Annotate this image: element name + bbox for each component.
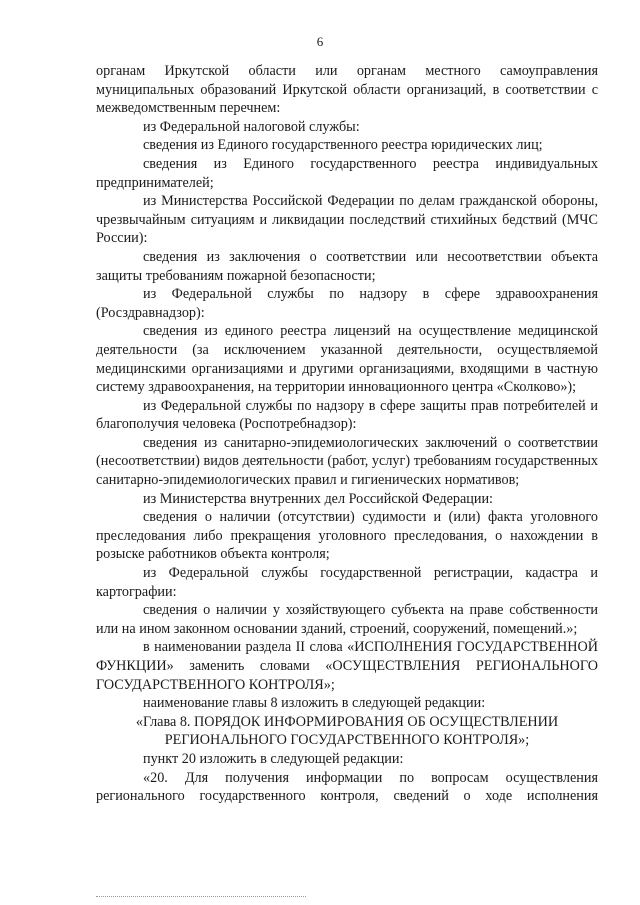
paragraph: в наименовании раздела II слова «ИСПОЛНЕНИЯ ГОСУДАРСТВЕННОЙ ФУНКЦИИ» заменить словами «ОСУЩЕСТВЛЕНИЯ РЕГИОНАЛЬНОГО ГОСУДАРСТВЕННОГО КОНТРОЛЯ»; xyxy=(96,639,598,693)
paragraph: сведения из единого реестра лицензий на осуществление медицинской деятельности (за исключением указанной деятельности, осуществляемой медицинскими организациями и другими организациями, входящими в частную систему здравоохранения, на территории инновационного центра «Сколково»); xyxy=(96,323,598,396)
paragraph: «20. Для получения информации по вопросам осуществления регионального государственного контроля, сведений о ходе исполнения xyxy=(96,769,598,805)
paragraph: из Федеральной службы по надзору в сфере защиты прав потребителей и благополучия человека (Роспотребнадзор): xyxy=(96,397,598,433)
chapter-heading-line: РЕГИОНАЛЬНОГО ГОСУДАРСТВЕННОГО КОНТРОЛЯ»; xyxy=(164,732,530,749)
chapter-heading-line: «Глава 8. ПОРЯДОК ИНФОРМИРОВАНИЯ ОБ ОСУЩЕСТВЛЕНИИ xyxy=(135,713,559,730)
footer-rule xyxy=(96,896,306,897)
paragraph: из Федеральной налоговой службы: xyxy=(143,118,360,135)
paragraph: наименование главы 8 изложить в следующей редакции: xyxy=(143,695,486,712)
paragraph: из Министерства внутренних дел Российской Федерации: xyxy=(143,490,493,507)
paragraph: сведения о наличии у хозяйствующего субъекта на праве собственности или на ином законном основании зданий, строений, сооружений, помещений.»; xyxy=(96,602,598,637)
paragraph: из Федеральной службы по надзору в сфере здравоохранения (Росздравнадзор): xyxy=(96,286,598,321)
paragraph: органам Иркутской области или органам местного самоуправления муниципальных образований Иркутской области организаций, в соответствии с межведомственным перечнем: xyxy=(96,63,598,117)
chapter-heading xyxy=(96,713,598,750)
paragraph: из Федеральной службы государственной регистрации, кадастра и картографии: xyxy=(96,565,598,600)
paragraph: сведения из Единого государственного реестра индивидуальных предпринимателей; xyxy=(96,155,598,191)
paragraph: сведения из заключения о соответствии или несоответствии объекта защиты требованиям пожарной безопасности; xyxy=(96,248,598,284)
paragraph: из Министерства Российской Федерации по делам гражданской обороны, чрезвычайным ситуациям и ликвидации последствий стихийных бедствий (МЧС России): xyxy=(96,193,598,247)
paragraph: пункт 20 изложить в следующей редакции: xyxy=(143,750,404,767)
page-number: 6 xyxy=(316,34,324,49)
paragraph: сведения из санитарно-эпидемиологических заключений о соответствии (несоответствии) видов деятельности (работ, услуг) требованиям государственных санитарно-эпидемиологических правил и гигиенических нормативов; xyxy=(96,434,598,489)
paragraph: сведения о наличии (отсутствии) судимости и (или) факта уголовного преследования либо прекращения уголовного преследования, о нахождении в розыске работников объекта контроля; xyxy=(96,509,598,563)
document-body xyxy=(96,62,598,806)
paragraph: сведения из Единого государственного реестра юридических лиц; xyxy=(143,137,543,154)
